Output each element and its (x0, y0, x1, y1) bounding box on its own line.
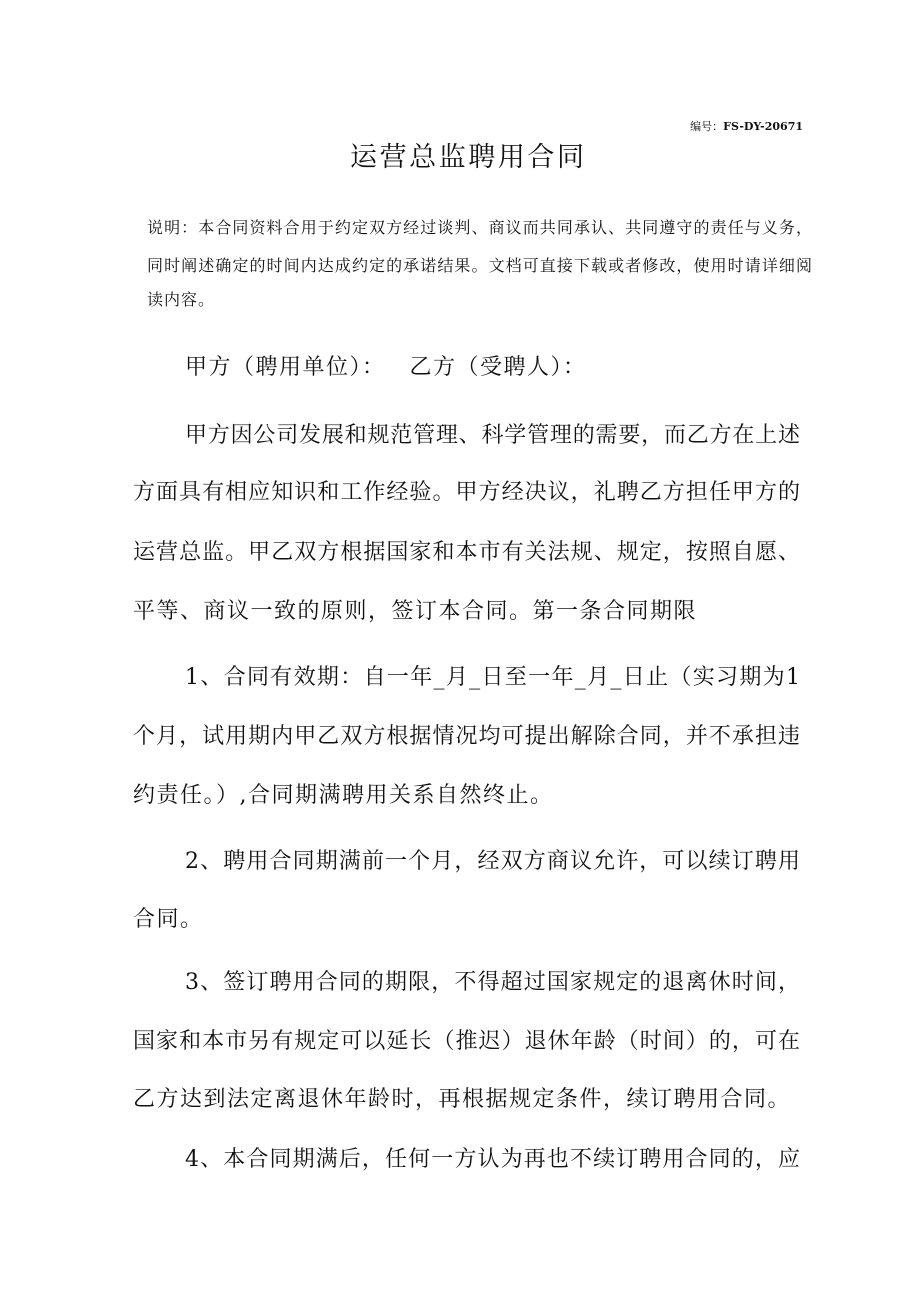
description-line: 说明：本合同资料合用于约定双方经过谈判、商议而共同承认、共同遵守的责任与义务， (147, 218, 812, 237)
document-number-value: FS-DY-20671 (723, 120, 803, 133)
parties-line (185, 353, 587, 383)
clause-3-line: 3、签订聘用合同的期限，不得超过国家规定的退离休时间， (185, 970, 800, 995)
intro-line: 方面具有相应知识和工作经验。甲方经决议，礼聘乙方担任甲方的 (133, 480, 800, 505)
clause-3-line: 乙方达到法定离退休年龄时，再根据规定条件，续订聘用合同。 (133, 1087, 792, 1112)
document-number-label: 编号： (690, 120, 724, 133)
description-line: 同时阐述确定的时间内达成约定的承诺结果。文档可直接下载或者修改，使用时请详细阅 (147, 256, 812, 275)
description-line: 读内容。 (147, 290, 216, 309)
party-a-label: 甲方（聘用单位）： (185, 355, 386, 380)
clause-4-line: 4、本合同期满后，任何一方认为再也不续订聘用合同的，应 (185, 1147, 800, 1172)
intro-line: 甲方因公司发展和规范管理、科学管理的需要，而乙方在上述 (185, 423, 800, 448)
clause-3-line: 国家和本市另有规定可以延长（推迟）退休年龄（时间）的，可在 (133, 1029, 800, 1054)
intro-line: 平等、商议一致的原则，签订本合同。第一条合同期限 (133, 599, 698, 624)
intro-line: 运营总监。甲乙双方根据国家和本市有关法规、规定，按照自愿、 (133, 540, 800, 565)
clause-2-line: 2、聘用合同期满前一个月，经双方商议允许，可以续订聘用 (185, 849, 800, 874)
clause-2-line: 合同。 (133, 907, 204, 932)
document-title: 运营总监聘用合同 (350, 142, 584, 173)
clause-1-line: 约责任。）,合同期满聘用关系自然终止。 (133, 783, 554, 808)
clause-1-line: 个月，试用期内甲乙双方根据情况均可提出解除合同，并不承担违 (133, 724, 800, 749)
document-number (690, 120, 803, 134)
party-b-label: 乙方（受聘人）： (409, 355, 587, 380)
clause-1-line: 1、合同有效期：自一年_月_日至一年_月_日止（实习期为1 (185, 665, 800, 690)
